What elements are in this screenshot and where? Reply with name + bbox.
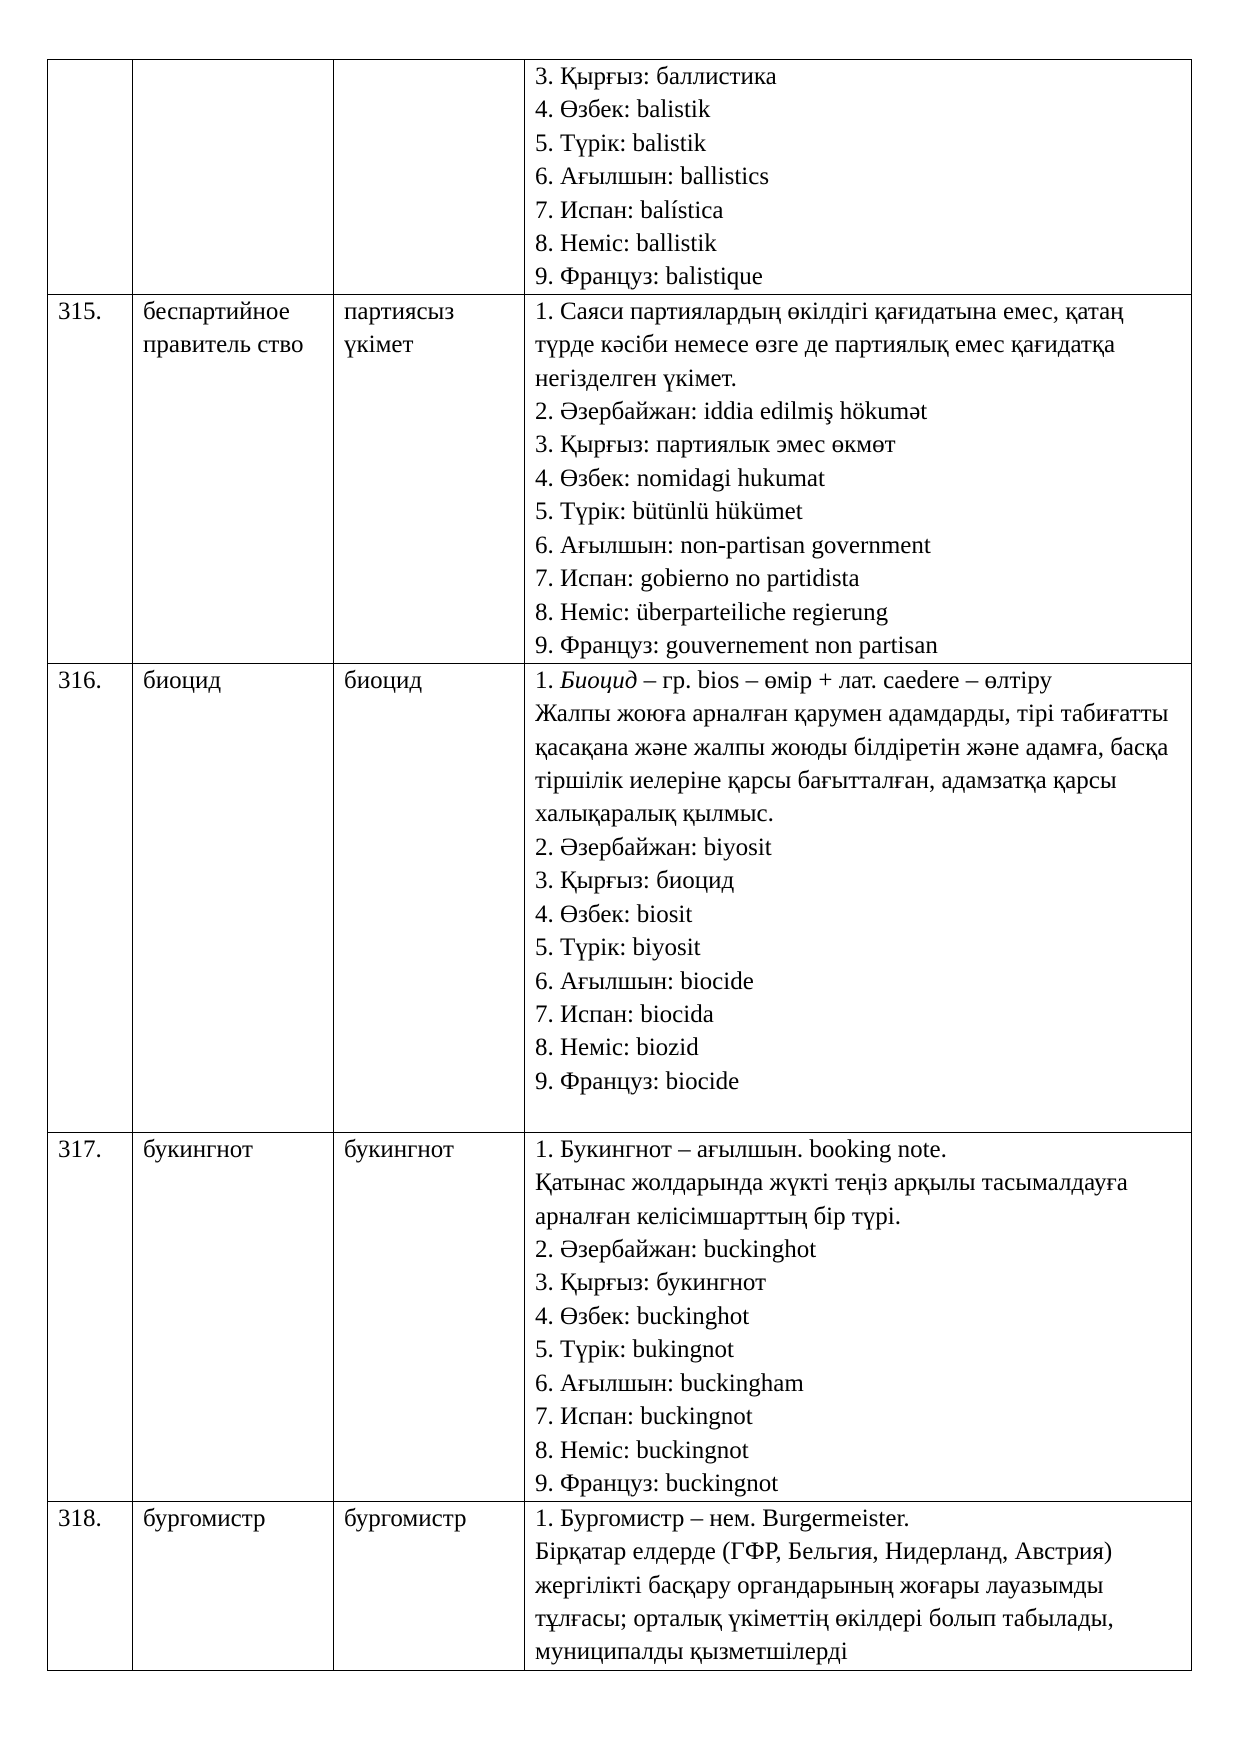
definition-number: 1. (535, 666, 554, 694)
glossary-table (47, 59, 1192, 1671)
translation-english: 6. Ағылшын: non-partisan government (535, 531, 931, 559)
term-russian: бургомистр (133, 1501, 334, 1670)
entry-number: 315. (48, 294, 133, 663)
translation-spanish: 7. Испан: gobierno no partidista (535, 565, 860, 593)
entry-number: 318. (48, 1501, 133, 1670)
term-kazakh: биоцид (334, 663, 525, 1132)
translation-french: 9. Француз: buckingnot (535, 1469, 779, 1497)
translation-french: 9. Француз: biocide (535, 1067, 740, 1095)
term-russian (133, 60, 334, 295)
translation-spanish: 7. Испан: buckingnot (535, 1403, 753, 1431)
term-kazakh: партиясыз үкімет (334, 294, 525, 663)
definition-cell (525, 663, 1192, 1132)
definition-text: 1. Саяси партиялардың өкілдігі қағидатына емес, қатаң түрде кәсіби немесе өзге де партиялық емес қағидатқа негізделген үкімет. (535, 297, 1124, 392)
term-kazakh (334, 60, 525, 295)
translation-kyrgyz: 3. Қырғыз: партиялык эмес өкмөт (535, 431, 896, 459)
term-russian: биоцид (133, 663, 334, 1132)
translation-german: 8. Неміс: ballistik (535, 230, 717, 258)
term-russian: букингнот (133, 1132, 334, 1501)
translation-kyrgyz: 3. Қырғыз: баллистика (535, 63, 777, 90)
etymology-line: 1. Бургомистр – нем. Burgermeister. (535, 1504, 910, 1532)
translation-english: 6. Ағылшын: ballistics (535, 163, 770, 191)
translation-kyrgyz: 3. Қырғыз: букингнот (535, 1269, 766, 1297)
translation-english: 6. Ағылшын: biocide (535, 967, 754, 995)
translation-spanish: 7. Испан: balística (535, 196, 724, 224)
translation-french: 9. Француз: gouvernement non partisan (535, 631, 938, 659)
translation-german: 8. Неміс: biozid (535, 1034, 699, 1062)
term-russian: беспартийное правитель ство (133, 294, 334, 663)
translation-kyrgyz: 3. Қырғыз: биоцид (535, 867, 735, 895)
translation-german: 8. Неміс: überparteiliche regierung (535, 598, 889, 626)
translation-azerbaijani: 2. Әзербайжан: iddia edilmiş hökumət (535, 398, 928, 426)
entry-number (48, 60, 133, 295)
definition-text: Бірқатар елдерде (ГФР, Бельгия, Нидерланд, Австрия) жергілікті басқару органдарының жоғары лауазымды тұлғасы; орталық үкіметтің өкілдері болып табылады, муниципалды қызметшілерді (535, 1538, 1114, 1666)
translation-azerbaijani: 2. Әзербайжан: biyosit (535, 833, 772, 861)
term-kazakh: бургомистр (334, 1501, 525, 1670)
translation-uzbek: 4. Өзбек: nomidagi hukumat (535, 464, 825, 492)
entry-number: 316. (48, 663, 133, 1132)
definition-cell (525, 1132, 1192, 1501)
translation-english: 6. Ағылшын: buckingham (535, 1369, 804, 1397)
translation-turkish: 5. Түрік: biyosit (535, 934, 701, 962)
table-row (48, 663, 1192, 1132)
term-kazakh: букингнот (334, 1132, 525, 1501)
etymology-line: 1. Букингнот – ағылшын. booking note. (535, 1135, 947, 1163)
translation-uzbek: 4. Өзбек: balistik (535, 96, 711, 124)
definition-cell (525, 1501, 1192, 1670)
translation-german: 8. Неміс: buckingnot (535, 1436, 749, 1464)
translation-azerbaijani: 2. Әзербайжан: buckinghot (535, 1236, 817, 1264)
definition-cell (525, 60, 1192, 295)
etymology-text: – гр. bios – өмір + лат. caedere – өлтіру (643, 666, 1052, 694)
term-italic: Биоцид (560, 666, 638, 694)
translation-turkish: 5. Түрік: bukingnot (535, 1336, 734, 1364)
entry-number: 317. (48, 1132, 133, 1501)
translation-uzbek: 4. Өзбек: biosit (535, 900, 693, 928)
definition-cell (525, 294, 1192, 663)
translation-turkish: 5. Түрік: bütünlü hükümet (535, 498, 803, 526)
etymology-line (535, 664, 1185, 697)
translation-uzbek: 4. Өзбек: buckinghot (535, 1302, 750, 1330)
definition-text: Жалпы жоюға арналған қарумен адамдарды, тірі табиғатты қасақана және жалпы жоюды білдіретін және адамға, басқа тіршілік иелеріне қарсы бағытталған, адамзатқа қарсы халықаралық қылмыс. (535, 700, 1169, 828)
translation-turkish: 5. Түрік: balistik (535, 129, 707, 157)
definition-text: Қатынас жолдарында жүкті теңіз арқылы тасымалдауға арналған келісімшарттың бір түрі. (535, 1169, 1128, 1230)
table-row (48, 1132, 1192, 1501)
table-row (48, 60, 1192, 295)
table-row (48, 294, 1192, 663)
translation-french: 9. Француз: balistique (535, 263, 763, 291)
translation-spanish: 7. Испан: biocida (535, 1000, 714, 1028)
table-row (48, 1501, 1192, 1670)
